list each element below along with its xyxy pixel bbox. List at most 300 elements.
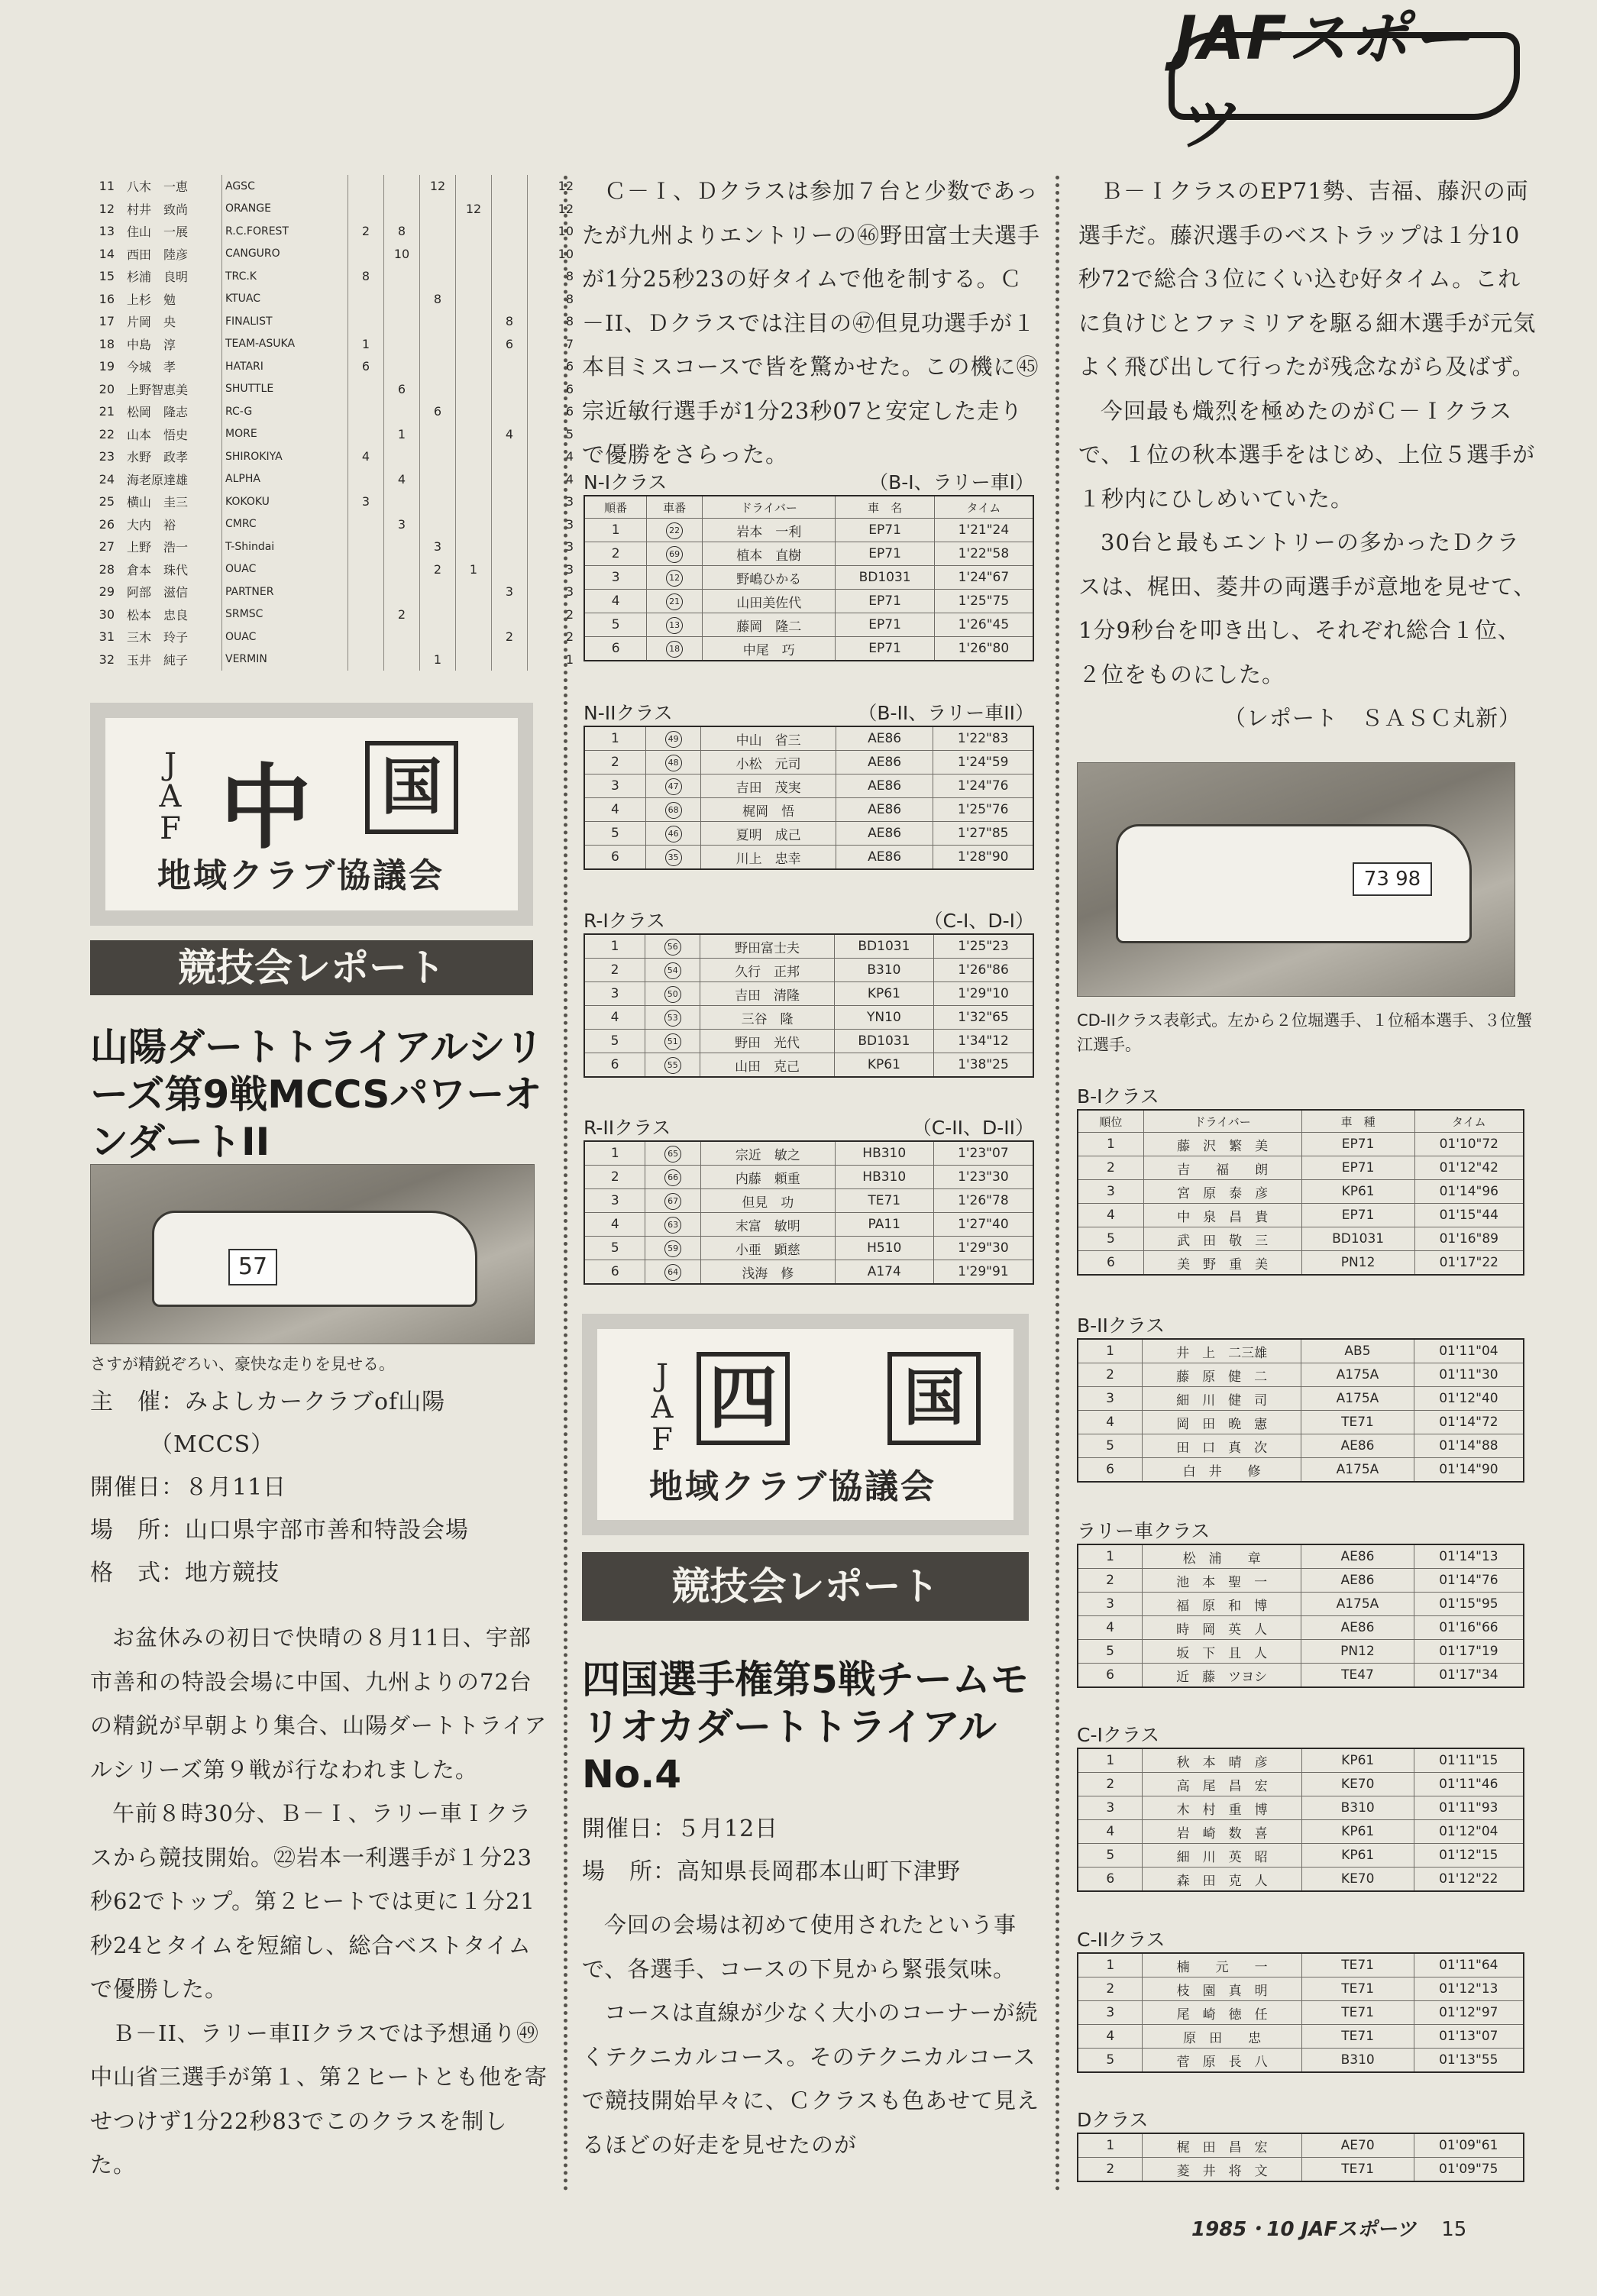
jaf-vertical-label: J A F xyxy=(159,747,182,846)
table-cell: EP71 xyxy=(1301,1204,1414,1227)
table-cell xyxy=(492,468,528,491)
table-cell xyxy=(348,513,384,536)
table-cell: 12 xyxy=(528,175,577,198)
car-number-badge: 13 xyxy=(666,617,683,634)
table-cell: 01'09"61 xyxy=(1414,2133,1524,2158)
table-cell: 三谷 隆 xyxy=(700,1006,834,1030)
council-label: 地域クラブ協議会 xyxy=(157,856,445,895)
table-cell xyxy=(645,798,701,822)
table-row xyxy=(1078,1544,1524,1569)
table-cell: 1'22"83 xyxy=(933,726,1033,751)
table-cell: HB310 xyxy=(835,1141,933,1166)
paragraph: 午前８時30分、Ｂ－Ｉ、ラリー車Ｉクラスから競技開始。㉒岩本一利選手が１分23秒62でトップ。第２ヒートでは更に１分21秒24とタイムを短縮し、総合ベストタイムで優勝した。 xyxy=(90,1800,535,2002)
class-subtitle: （C-I、D-I） xyxy=(923,910,1034,932)
table-cell: 中山 省三 xyxy=(701,726,836,751)
table-cell: 細 川 健 司 xyxy=(1143,1387,1301,1411)
table-cell: 5 xyxy=(1078,2049,1143,2073)
table-cell xyxy=(492,175,528,198)
table-row xyxy=(1078,2158,1524,2182)
table-cell: 阿部 滋信 xyxy=(127,585,189,600)
paragraph: 30台と最もエントリーの多かったＤクラスは、梶田、菱井の両選手が意地を見せて、1分9秒台を叩き出し、それぞれ総合１位、２位をものにした。 xyxy=(1078,529,1537,687)
table-cell xyxy=(492,513,528,536)
table-cell xyxy=(492,603,528,626)
table-cell: 1'23"07 xyxy=(933,1141,1033,1166)
table-cell xyxy=(456,220,492,243)
column-divider xyxy=(1056,176,1059,2192)
car-number-badge: 22 xyxy=(666,522,683,539)
table-cell: 3 xyxy=(528,558,577,581)
table-cell: KP61 xyxy=(834,1053,933,1078)
info-line: 場 所：高知県長岡郡本山町下津野 xyxy=(582,1858,961,1885)
table-row xyxy=(1078,1796,1524,1820)
table-cell xyxy=(348,378,384,401)
table-cell: 01'11"15 xyxy=(1414,1748,1524,1773)
table-cell: 木 村 重 博 xyxy=(1143,1796,1301,1820)
table-cell: PA11 xyxy=(835,1213,933,1237)
table-row xyxy=(584,1260,1033,1285)
table-row xyxy=(584,1213,1033,1237)
table-cell: 4 xyxy=(528,468,577,491)
table-row xyxy=(584,613,1033,637)
table-cell xyxy=(384,490,420,513)
table-header-row xyxy=(1078,1110,1524,1133)
table-cell: 中島 淳 xyxy=(127,337,176,352)
table-cell: 藤 原 健 二 xyxy=(1143,1363,1301,1387)
table-cell: 田 口 真 次 xyxy=(1143,1434,1301,1458)
table-cell: 5 xyxy=(1078,1844,1143,1868)
car-number-badge: 50 xyxy=(664,986,681,1003)
car-number-plate: 57 xyxy=(228,1249,277,1285)
table-cell: 宮 原 泰 彦 xyxy=(1143,1180,1301,1204)
table-cell: 高 尾 昌 宏 xyxy=(1143,1773,1301,1796)
table-cell xyxy=(348,423,384,446)
series-ranking-table xyxy=(90,175,577,671)
table-cell: HATARI xyxy=(222,355,348,378)
table-cell xyxy=(456,490,492,513)
table-cell: 01'13"07 xyxy=(1414,2025,1524,2049)
table-row xyxy=(584,1237,1033,1260)
results-table xyxy=(584,726,1034,870)
table-cell: 01'16"66 xyxy=(1414,1616,1524,1640)
table-cell xyxy=(384,175,420,198)
table-cell xyxy=(647,542,703,566)
table-cell xyxy=(645,934,700,959)
table-cell: 6 xyxy=(584,1053,645,1078)
table-cell: 藤 沢 繁 美 xyxy=(1143,1133,1301,1156)
table-cell: 16 xyxy=(99,291,115,306)
column-header: ドライバー xyxy=(1143,1110,1301,1133)
table-cell: 4 xyxy=(492,423,528,446)
car-number-badge: 63 xyxy=(664,1217,681,1234)
table-cell: 菅 原 長 八 xyxy=(1143,2049,1301,2073)
table-cell: 1'38"25 xyxy=(934,1053,1034,1078)
table-cell xyxy=(492,558,528,581)
table-cell: TE71 xyxy=(1301,2025,1414,2049)
table-cell: 11 xyxy=(99,179,115,194)
report-credit: （レポート ＳＡＳＣ丸新） xyxy=(1223,705,1521,731)
table-cell: 1'29"10 xyxy=(934,982,1034,1006)
table-cell: 村井 致尚 xyxy=(127,202,189,217)
table-row xyxy=(90,558,577,581)
table-cell xyxy=(420,626,456,648)
table-cell: 植本 直樹 xyxy=(703,542,836,566)
table-row xyxy=(1078,1227,1524,1251)
table-cell: 2 xyxy=(1078,2158,1143,2182)
info-line: 開催日：８月11日 xyxy=(90,1474,287,1501)
table-row xyxy=(1078,1180,1524,1204)
table-row xyxy=(1078,1251,1524,1276)
class-name: C-Iクラス xyxy=(1077,1724,1160,1746)
table-cell: 8 xyxy=(492,310,528,333)
column-header: 順番 xyxy=(584,496,647,519)
table-row xyxy=(1078,2001,1524,2025)
table-cell: 時 岡 英 人 xyxy=(1143,1616,1301,1640)
table-row xyxy=(90,378,577,401)
table-cell xyxy=(492,445,528,468)
table-cell: AE86 xyxy=(836,751,933,774)
table-cell: 2 xyxy=(584,1166,645,1189)
table-cell: 5 xyxy=(584,1030,645,1053)
table-cell: 29 xyxy=(99,584,115,600)
table-cell: EP71 xyxy=(836,590,934,613)
table-cell: KP61 xyxy=(1301,1820,1414,1844)
table-cell: 川上 忠幸 xyxy=(701,846,836,870)
table-cell: 山田 克己 xyxy=(700,1053,834,1078)
table-cell: 3 xyxy=(348,490,384,513)
table-cell: 17 xyxy=(99,314,115,329)
table-cell: 12 xyxy=(420,175,456,198)
table-cell: 01'12"22 xyxy=(1414,1868,1524,1892)
table-cell: BD1031 xyxy=(834,934,933,959)
table-cell: 26 xyxy=(99,516,115,532)
table-cell: 6 xyxy=(528,355,577,378)
table-cell: 6 xyxy=(584,637,647,661)
table-cell: 01'14"72 xyxy=(1414,1411,1524,1434)
table-cell: SHUTTLE xyxy=(222,378,348,401)
table-cell: 31 xyxy=(99,629,115,645)
region-char-boxed: 国 xyxy=(365,741,458,834)
region-char-boxed: 国 xyxy=(887,1352,981,1445)
table-cell: 18 xyxy=(99,336,115,351)
event-info xyxy=(582,1808,1040,1893)
table-row xyxy=(90,198,577,221)
table-cell: 2 xyxy=(528,603,577,626)
class-title xyxy=(584,1113,1034,1140)
table-cell: 1'25"76 xyxy=(933,798,1033,822)
table-cell xyxy=(492,355,528,378)
table-cell: 5 xyxy=(584,1237,645,1260)
article-headline: 山陽ダートトライアルシリーズ第9戦MCCSパワーオンダートII xyxy=(90,1025,544,1164)
table-cell: 4 xyxy=(584,1213,645,1237)
table-cell xyxy=(384,310,420,333)
table-cell: 菱 井 将 文 xyxy=(1143,2158,1301,2182)
class-title xyxy=(1077,1720,1524,1748)
table-cell xyxy=(645,1166,700,1189)
table-cell: 01'16"89 xyxy=(1414,1227,1524,1251)
table-row xyxy=(584,542,1033,566)
table-cell: 白 井 修 xyxy=(1143,1458,1301,1483)
table-cell: 岩本 一利 xyxy=(703,519,836,542)
table-cell: 3 xyxy=(384,513,420,536)
table-cell: 1 xyxy=(1078,1953,1143,1977)
table-row xyxy=(1078,1820,1524,1844)
class-title xyxy=(584,467,1034,495)
info-line: 主 催：みよしカークラブof山陽 xyxy=(90,1389,446,1415)
table-row xyxy=(90,580,577,603)
table-cell: 小松 元司 xyxy=(701,751,836,774)
table-cell: 1 xyxy=(348,333,384,356)
table-cell: TE71 xyxy=(835,1189,933,1213)
table-row xyxy=(584,798,1033,822)
page-footer xyxy=(1191,2214,1512,2242)
table-cell: 浅海 修 xyxy=(700,1260,835,1285)
results-table xyxy=(584,933,1034,1078)
table-cell xyxy=(420,265,456,288)
table-cell: 2 xyxy=(1078,1977,1143,2001)
table-row xyxy=(584,751,1033,774)
table-cell: 10 xyxy=(528,243,577,266)
table-cell: 八木 一恵 xyxy=(127,179,189,195)
table-cell: VERMIN xyxy=(222,648,348,671)
table-cell xyxy=(456,513,492,536)
table-cell: 12 xyxy=(99,201,115,216)
table-cell xyxy=(348,175,384,198)
table-cell: 8 xyxy=(528,310,577,333)
table-cell xyxy=(645,1006,700,1030)
table-cell: 1'27"40 xyxy=(933,1213,1033,1237)
table-cell: 楠 元 一 xyxy=(1143,1953,1301,1977)
class-subtitle: （C-II、D-II） xyxy=(912,1117,1034,1139)
car-number-badge: 35 xyxy=(665,849,682,866)
table-cell: T-Shindai xyxy=(222,535,348,558)
table-cell xyxy=(492,400,528,423)
table-cell: A175A xyxy=(1301,1387,1414,1411)
table-cell xyxy=(492,243,528,266)
info-line: 場 所：山口県宇部市善和特設会場 xyxy=(90,1517,469,1544)
table-row xyxy=(584,934,1033,959)
table-cell: 末富 敏明 xyxy=(700,1213,835,1237)
table-cell: AE86 xyxy=(1301,1434,1414,1458)
table-cell: 10 xyxy=(528,220,577,243)
table-cell: 梶 田 昌 宏 xyxy=(1143,2133,1301,2158)
table-cell xyxy=(456,288,492,311)
car-number-badge: 51 xyxy=(664,1033,681,1050)
table-row xyxy=(584,959,1033,982)
results-table xyxy=(584,1140,1034,1285)
table-cell xyxy=(348,400,384,423)
column-header: タイム xyxy=(934,496,1033,519)
table-row xyxy=(90,400,577,423)
table-row xyxy=(584,637,1033,661)
table-cell xyxy=(384,626,420,648)
table-cell: 3 xyxy=(528,490,577,513)
table-cell xyxy=(456,175,492,198)
table-cell: 1'24"76 xyxy=(933,774,1033,798)
table-cell xyxy=(456,468,492,491)
table-cell xyxy=(492,288,528,311)
table-cell xyxy=(645,726,701,751)
issue-date: 1985・10 xyxy=(1191,2218,1295,2241)
table-cell xyxy=(420,220,456,243)
table-row xyxy=(1078,1953,1524,1977)
table-cell xyxy=(456,423,492,446)
table-cell: 3 xyxy=(1078,1387,1143,1411)
table-row xyxy=(584,590,1033,613)
table-cell: 21 xyxy=(99,404,115,419)
table-cell: 4 xyxy=(1078,1411,1143,1434)
table-cell: A175A xyxy=(1301,1593,1414,1616)
table-cell: 4 xyxy=(584,798,645,822)
table-cell xyxy=(456,445,492,468)
table-cell: 01'14"88 xyxy=(1414,1434,1524,1458)
table-cell: 松 浦 章 xyxy=(1143,1544,1301,1569)
column-header: 車 名 xyxy=(836,496,934,519)
table-cell xyxy=(647,519,703,542)
table-row xyxy=(90,243,577,266)
table-cell: 2 xyxy=(492,626,528,648)
table-cell: 12 xyxy=(528,198,577,221)
table-cell: 3 xyxy=(584,774,645,798)
table-cell: 4 xyxy=(584,1006,645,1030)
info-line: 格 式：地方競技 xyxy=(90,1560,280,1586)
table-cell xyxy=(348,310,384,333)
table-cell: 01'12"13 xyxy=(1414,1977,1524,2001)
table-cell: 8 xyxy=(528,265,577,288)
table-cell: TE71 xyxy=(1301,2001,1414,2025)
table-cell: SRMSC xyxy=(222,603,348,626)
results-table xyxy=(1077,1748,1524,1892)
paragraph: Ｃ－Ｉ、Ｄクラスは参加７台と少数であったが九州よりエントリーの㊻野田富士夫選手が1分25秒23の好タイムで他を制する。Ｃ－II、Ｄクラスでは注目の㊼但見功選手が１本目ミスコースで皆を驚かせた。この機に㊺宗近敏行選手が1分23秒07と安定した走りで優勝をさらった。 xyxy=(582,178,1041,467)
table-cell: 山田美佐代 xyxy=(703,590,836,613)
council-label: 地域クラブ協議会 xyxy=(649,1467,936,1506)
table-cell xyxy=(645,982,700,1006)
table-row xyxy=(1078,1977,1524,2001)
column-header: タイム xyxy=(1414,1110,1524,1133)
table-row xyxy=(584,1141,1033,1166)
results-table xyxy=(1077,1544,1524,1688)
article-body-continued xyxy=(582,170,1040,477)
table-cell: 山本 悟史 xyxy=(127,427,189,442)
table-cell: 1'23"30 xyxy=(933,1166,1033,1189)
table-cell: 24 xyxy=(99,471,115,487)
class-name: R-IIクラス xyxy=(584,1117,671,1139)
table-cell xyxy=(384,265,420,288)
table-cell xyxy=(456,333,492,356)
class-name: R-Iクラス xyxy=(584,910,666,932)
table-cell: 01'12"42 xyxy=(1414,1156,1524,1180)
table-cell: 01'12"40 xyxy=(1414,1387,1524,1411)
table-cell: 3 xyxy=(1078,1180,1143,1204)
table-cell xyxy=(645,1053,700,1078)
table-cell: 1 xyxy=(1078,1133,1143,1156)
table-row xyxy=(584,519,1033,542)
table-cell: 1'26"86 xyxy=(934,959,1034,982)
table-cell: 2 xyxy=(420,558,456,581)
table-cell xyxy=(348,468,384,491)
table-cell xyxy=(456,265,492,288)
table-cell: 2 xyxy=(1078,1569,1143,1593)
table-cell: 2 xyxy=(584,751,645,774)
car-number-badge: 56 xyxy=(664,939,681,956)
table-cell xyxy=(645,822,701,846)
table-cell: ALPHA xyxy=(222,468,348,491)
table-cell: 6 xyxy=(348,355,384,378)
table-row xyxy=(584,774,1033,798)
table-row xyxy=(1078,1458,1524,1483)
table-cell xyxy=(420,603,456,626)
table-cell: BD1031 xyxy=(834,1030,933,1053)
table-cell: KOKOKU xyxy=(222,490,348,513)
table-cell: TEAM-ASUKA xyxy=(222,333,348,356)
table-cell: 3 xyxy=(528,580,577,603)
table-cell: 14 xyxy=(99,246,115,261)
table-cell: OUAC xyxy=(222,558,348,581)
car-body xyxy=(152,1211,477,1307)
table-cell: 坂 下 且 人 xyxy=(1143,1640,1301,1664)
table-cell: 片岡 央 xyxy=(127,315,176,330)
rally-car-photo xyxy=(90,1164,535,1344)
table-cell xyxy=(384,198,420,221)
table-cell xyxy=(348,626,384,648)
table-cell: 1'28"90 xyxy=(933,846,1033,870)
table-cell: 上野智恵美 xyxy=(127,382,189,397)
table-cell: 01'14"13 xyxy=(1414,1544,1524,1569)
table-cell: 海老原達雄 xyxy=(127,472,189,487)
table-cell: 但見 功 xyxy=(700,1189,835,1213)
table-cell: 4 xyxy=(1078,1204,1143,1227)
table-cell: MORE xyxy=(222,423,348,446)
results-table xyxy=(1077,1952,1524,2073)
table-cell xyxy=(456,378,492,401)
table-cell: 01'11"64 xyxy=(1414,1953,1524,1977)
table-cell: 01'17"34 xyxy=(1414,1664,1524,1688)
table-cell: 尾 崎 徳 任 xyxy=(1143,2001,1301,2025)
table-cell: 岩 崎 数 喜 xyxy=(1143,1820,1301,1844)
table-cell: 武 田 敬 三 xyxy=(1143,1227,1301,1251)
table-cell xyxy=(645,774,701,798)
class-name: Dクラス xyxy=(1077,2109,1149,2131)
table-cell: 小亜 顕慈 xyxy=(700,1237,835,1260)
paragraph: Ｂ－II、ラリー車IIクラスでは予想通り㊾中山省三選手が第１、第２ヒートとも他を寄せつけず1分22秒83でこのクラスを制した。 xyxy=(90,2020,548,2178)
table-row xyxy=(90,310,577,333)
table-cell: PN12 xyxy=(1301,1640,1414,1664)
table-cell: 吉田 清隆 xyxy=(700,982,834,1006)
table-cell: 3 xyxy=(528,513,577,536)
table-cell xyxy=(348,558,384,581)
table-cell: 15 xyxy=(99,269,115,284)
region-char: 中 xyxy=(220,755,312,862)
car-number-badge: 49 xyxy=(665,731,682,748)
table-cell: HB310 xyxy=(835,1166,933,1189)
car-number-badge: 21 xyxy=(666,593,683,610)
class-name: B-Iクラス xyxy=(1077,1085,1159,1108)
table-cell: 倉本 珠代 xyxy=(127,562,189,577)
table-cell: YN10 xyxy=(834,1006,933,1030)
table-cell xyxy=(645,751,701,774)
table-cell: 4 xyxy=(1078,2025,1143,2049)
table-cell: 27 xyxy=(99,539,115,555)
paragraph: お盆休みの初日で快晴の８月11日、宇部市善和の特設会場に中国、九州よりの72台の精鋭が早朝より集合、山陽ダートトライアルシリーズ第９戦が行なわれました。 xyxy=(90,1625,548,1783)
table-cell: 19 xyxy=(99,359,115,374)
class-title xyxy=(1077,1311,1524,1338)
table-cell: 01'13"55 xyxy=(1414,2049,1524,2073)
table-cell: TE71 xyxy=(1301,2158,1414,2182)
car-number-badge: 48 xyxy=(665,755,682,771)
table-cell xyxy=(645,1030,700,1053)
table-cell: 3 xyxy=(1078,1593,1143,1616)
table-row xyxy=(1078,1387,1524,1411)
table-cell xyxy=(348,648,384,671)
